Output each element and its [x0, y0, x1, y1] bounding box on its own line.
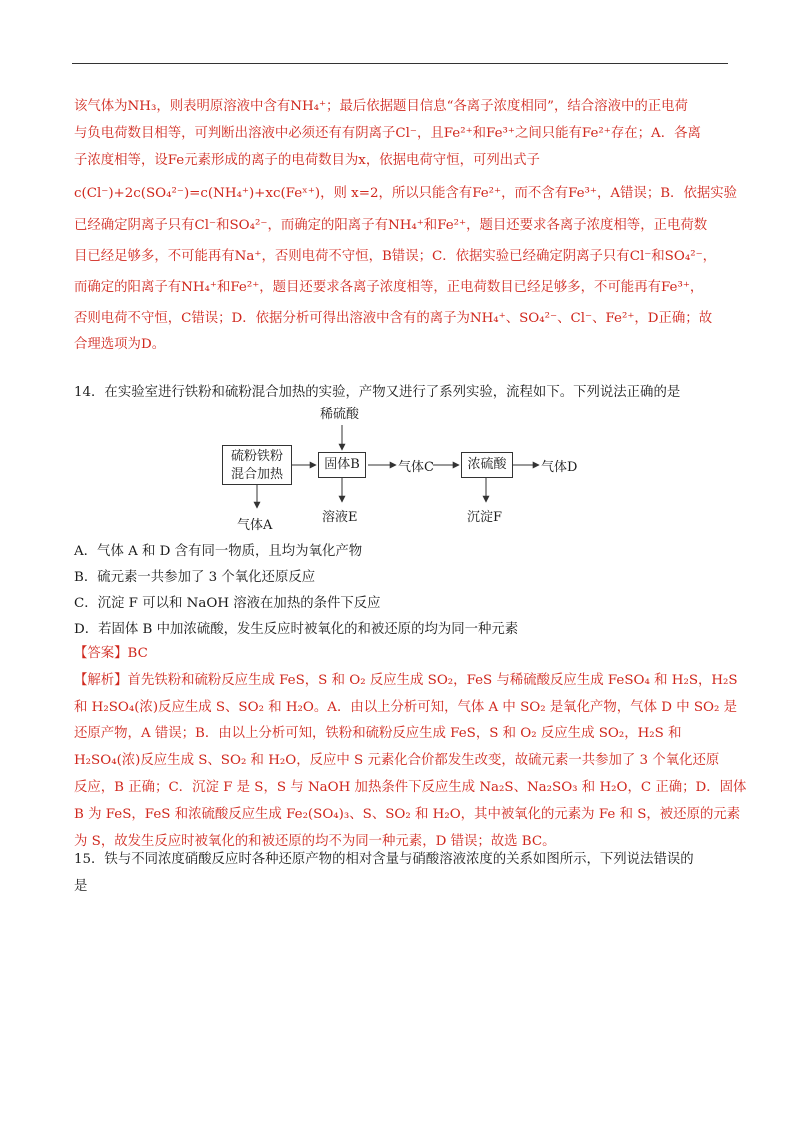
label-gas-a: 气体A	[237, 518, 273, 533]
q14-analysis-6: B 为 FeS，FeS 和浓硫酸反应生成 Fe₂(SO₄)₃、S、SO₂ 和 H₂O，其中被氧化的元素为 Fe 和 S，被还原的元素	[74, 806, 741, 822]
q13-line-6: 目已经足够多，不可能再有Na⁺，否则电荷不守恒，B错误；C．依据实验已经确定阴离子只有Cl⁻和SO₄²⁻，	[74, 248, 717, 264]
q14-analysis-3: 还原产物，A 错误；B．由以上分析可知，铁粉和硫粉反应生成 FeS，S 和 O₂ 反应生成 SO₂，H₂S 和	[74, 726, 682, 742]
q15-stem	[74, 847, 728, 901]
q13-line-8: 否则电荷不守恒，C错误；D．依据分析可得出溶液中含有的离子为NH₄⁺、SO₄²⁻、Cl⁻、Fe²⁺，D正确；故	[74, 310, 713, 326]
q13-explanation	[74, 94, 738, 359]
q14-option-d: D．若固体 B 中加浓硫酸，发生反应时被氧化的和被还原的均为同一种元素	[74, 622, 519, 637]
q14-stem	[74, 380, 728, 407]
q13-line-7: 而确定的阳离子有NH₄⁺和Fe²⁺，题目还要求各离子浓度相等，正电荷数目已经足够多，不可能再有Fe³⁺，	[74, 279, 704, 295]
box-solid-b: 固体B	[318, 452, 366, 478]
q13-line-2: 与负电荷数目相等，可判断出溶液中必须还有有阴离子Cl⁻，且Fe²⁺和Fe³⁺之间只能有Fe²⁺存在；A．各离	[74, 125, 701, 141]
q13-line-5: 已经确定阴离子只有Cl⁻和SO₄²⁻，而确定的阳离子有NH₄⁺和Fe²⁺，题目还要求各离子浓度相等，正电荷数	[74, 218, 708, 234]
q15-stem-line-1: 15．铁与不同浓度硝酸反应时各种还原产物的相对含量与硝酸溶液浓度的关系如图所示，下列说法错误的	[74, 852, 694, 867]
q14-option-a: A．气体 A 和 D 含有同一物质，且均为氧化产物	[74, 544, 363, 559]
box-start-line1: 硫粉铁粉	[230, 449, 283, 464]
box-sulfur-iron-heat	[222, 445, 292, 485]
q14-option-b: B．硫元素一共参加了 3 个氧化还原反应	[74, 570, 316, 585]
label-solution-e: 溶液E	[322, 510, 358, 525]
header-rule	[72, 63, 728, 64]
label-gas-d: 气体D	[541, 460, 578, 475]
q14-answer: 【答案】BC	[74, 646, 148, 661]
q13-line-4: c(Cl⁻)+2c(SO₄²⁻)=c(NH₄⁺)+xc(Feˣ⁺)，则 x=2，所以只能含有Fe²⁺，而不含有Fe³⁺，A错误；B．依据实验	[74, 186, 738, 202]
q14-analysis-2: 和 H₂SO₄(浓)反应生成 S、SO₂ 和 H₂O。A．由以上分析可知，气体 A 中 SO₂ 是氧化产物，气体 D 中 SO₂ 是	[74, 699, 738, 715]
box-conc-sulfuric-acid: 浓硫酸	[461, 452, 513, 478]
q14-analysis-7: 为 S，故发生反应时被氧化的和被还原的均不为同一种元素，D 错误；故选 BC。	[74, 833, 556, 849]
reagent-dilute-sulfuric-acid: 稀硫酸	[320, 407, 360, 422]
q13-line-9: 合理选项为D。	[74, 337, 166, 353]
q14-option-c: C．沉淀 F 可以和 NaOH 溶液在加热的条件下反应	[74, 596, 381, 611]
q13-line-1: 该气体为NH₃，则表明原溶液中含有NH₄⁺；最后依据题目信息“各离子浓度相同”，结合溶液中的正电荷	[74, 99, 688, 114]
q14-analysis-5: 反应，B 正确；C．沉淀 F 是 S，S 与 NaOH 加热条件下反应生成 Na₂S、Na₂SO₃ 和 H₂O，C 正确；D．固体	[74, 779, 747, 795]
label-precipitate-f: 沉淀F	[467, 510, 503, 525]
q14-analysis-4: H₂SO₄(浓)反应生成 S、SO₂ 和 H₂O，反应中 S 元素化合价都发生改变，故硫元素一共参加了 3 个氧化还原	[74, 753, 720, 769]
label-gas-c: 气体C	[398, 460, 434, 475]
q13-line-3: 子浓度相等，设Fe元素形成的离子的电荷数目为x，依据电荷守恒，可列出式子	[74, 152, 540, 168]
q14-analysis-1: 【解析】首先铁粉和硫粉反应生成 FeS，S 和 O₂ 反应生成 SO₂，FeS 与稀硫酸反应生成 FeSO₄ 和 H₂S，H₂S	[74, 672, 738, 688]
box-start-line2: 混合加热	[230, 467, 283, 482]
q14-answer-analysis	[74, 641, 747, 855]
q14-stem-text: 14．在实验室进行铁粉和硫粉混合加热的实验，产物又进行了系列实验，流程如下。下列说法正确的是	[74, 385, 681, 400]
q15-stem-line-2: 是	[74, 878, 88, 894]
